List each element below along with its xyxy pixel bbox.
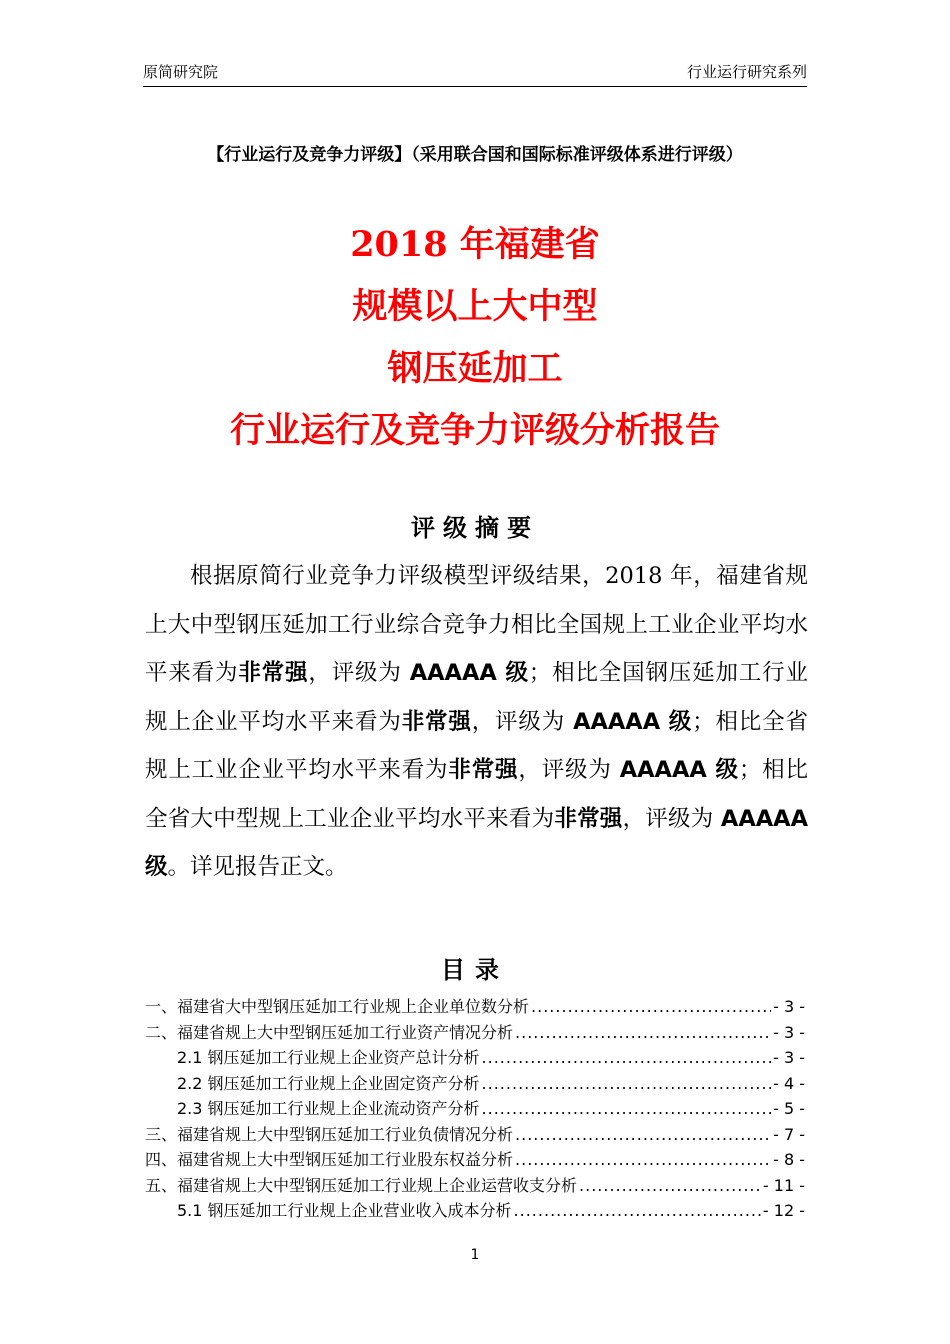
toc-heading: 目录: [441, 956, 509, 984]
toc-item[interactable]: [145, 1122, 805, 1148]
title-line-1: 2018 年福建省: [350, 224, 600, 265]
summary-paragraph: [145, 552, 808, 892]
toc-leader-dots: [514, 1198, 761, 1224]
summary-bold: AAAAA 级: [573, 708, 693, 735]
summary-bold: 非常强: [448, 757, 519, 783]
page-number: 1: [470, 1247, 480, 1263]
summary-text: ，评级为: [308, 660, 410, 686]
table-of-contents: [145, 994, 805, 1224]
toc-item-page: - 7 -: [773, 1124, 805, 1144]
header-right-text: 行业运行研究系列: [686, 63, 807, 81]
summary-bold: 非常强: [238, 660, 309, 686]
report-title: [0, 214, 950, 462]
summary-bold: 非常强: [554, 805, 623, 832]
toc-item-label: 二、福建省规上大中型钢压延加工行业资产情况分析: [145, 1022, 514, 1042]
toc-leader-dots: [515, 1147, 771, 1173]
toc-leader-dots: [515, 1122, 771, 1148]
toc-subitem[interactable]: [145, 1198, 805, 1224]
toc-item-label: 5.1 钢压延加工行业规上企业营业收入成本分析: [177, 1201, 512, 1220]
summary-text: 根据原简行业竞争力评级模型评级结果，2018 年，福建省规上大中型钢压延加工行业综合竞争力相比全国规上工业企业平均水平来看为: [145, 563, 808, 686]
toc-item-label: 三、福建省规上大中型钢压延加工行业负债情况分析: [145, 1124, 514, 1144]
summary-text: ，评级为: [622, 805, 721, 832]
toc-leader-dots: [579, 1173, 761, 1199]
summary-bold: AAAAA 级: [409, 660, 529, 686]
summary-text: 。详见报告正文。: [167, 854, 348, 880]
toc-item-label: 2.2 钢压延加工行业规上企业固定资产分析: [177, 1073, 480, 1093]
toc-item-page: - 11 -: [762, 1175, 805, 1195]
summary-text: ；相比全省大中型规上工业企业平均水平来看为: [145, 757, 808, 832]
summary-text: ；相比全省规上工业企业平均水平来看为: [145, 708, 808, 783]
toc-item-label: 2.3 钢压延加工行业规上企业流动资产分析: [177, 1099, 480, 1118]
toc-item[interactable]: [145, 1020, 805, 1046]
toc-item-page: - 3 -: [773, 997, 805, 1016]
summary-heading: 评级摘要: [411, 514, 539, 542]
page-header: [143, 62, 807, 87]
summary-text: ，评级为: [518, 757, 620, 783]
summary-bold: AAAAA 级: [619, 757, 739, 783]
toc-subitem[interactable]: [145, 1071, 805, 1097]
toc-item[interactable]: [145, 1147, 805, 1173]
toc-item-page: - 8 -: [773, 1150, 805, 1169]
toc-subitem[interactable]: [145, 1045, 805, 1071]
title-line-2: 规模以上大中型: [352, 286, 598, 327]
toc-item-label: 五、福建省规上大中型钢压延加工行业规上企业运营收支分析: [145, 1175, 578, 1195]
toc-item[interactable]: [145, 994, 805, 1020]
summary-text: ，评级为: [471, 708, 574, 735]
title-line-3: 钢压延加工: [387, 348, 563, 389]
summary-bold: 非常强: [401, 708, 472, 735]
toc-item-label: 2.1 钢压延加工行业规上企业资产总计分析: [177, 1048, 480, 1067]
toc-subitem[interactable]: [145, 1096, 805, 1122]
toc-item-label: 四、福建省规上大中型钢压延加工行业股东权益分析: [145, 1150, 514, 1169]
toc-leader-dots: [482, 1096, 772, 1122]
toc-leader-dots: [482, 1045, 772, 1071]
toc-leader-dots: [531, 994, 771, 1020]
toc-item-page: - 12 -: [762, 1201, 805, 1220]
toc-item-page: - 4 -: [773, 1073, 805, 1093]
rating-tagline: 【行业运行及竞争力评级】（采用联合国和国际标准评级体系进行评级）: [207, 145, 743, 165]
header-left-text: 原简研究院: [143, 63, 219, 81]
toc-item[interactable]: [145, 1173, 805, 1199]
toc-item-label: 一、福建省大中型钢压延加工行业规上企业单位数分析: [145, 997, 530, 1016]
summary-bold: AAAAA 级: [145, 805, 808, 880]
toc-leader-dots: [482, 1071, 772, 1097]
toc-item-page: - 3 -: [773, 1048, 805, 1067]
summary-text: ；相比全国钢压延加工行业规上企业平均水平来看为: [145, 660, 808, 735]
toc-item-page: - 5 -: [773, 1099, 805, 1118]
toc-item-page: - 3 -: [773, 1022, 805, 1042]
toc-leader-dots: [515, 1020, 771, 1046]
title-line-4: 行业运行及竞争力评级分析报告: [229, 410, 720, 451]
